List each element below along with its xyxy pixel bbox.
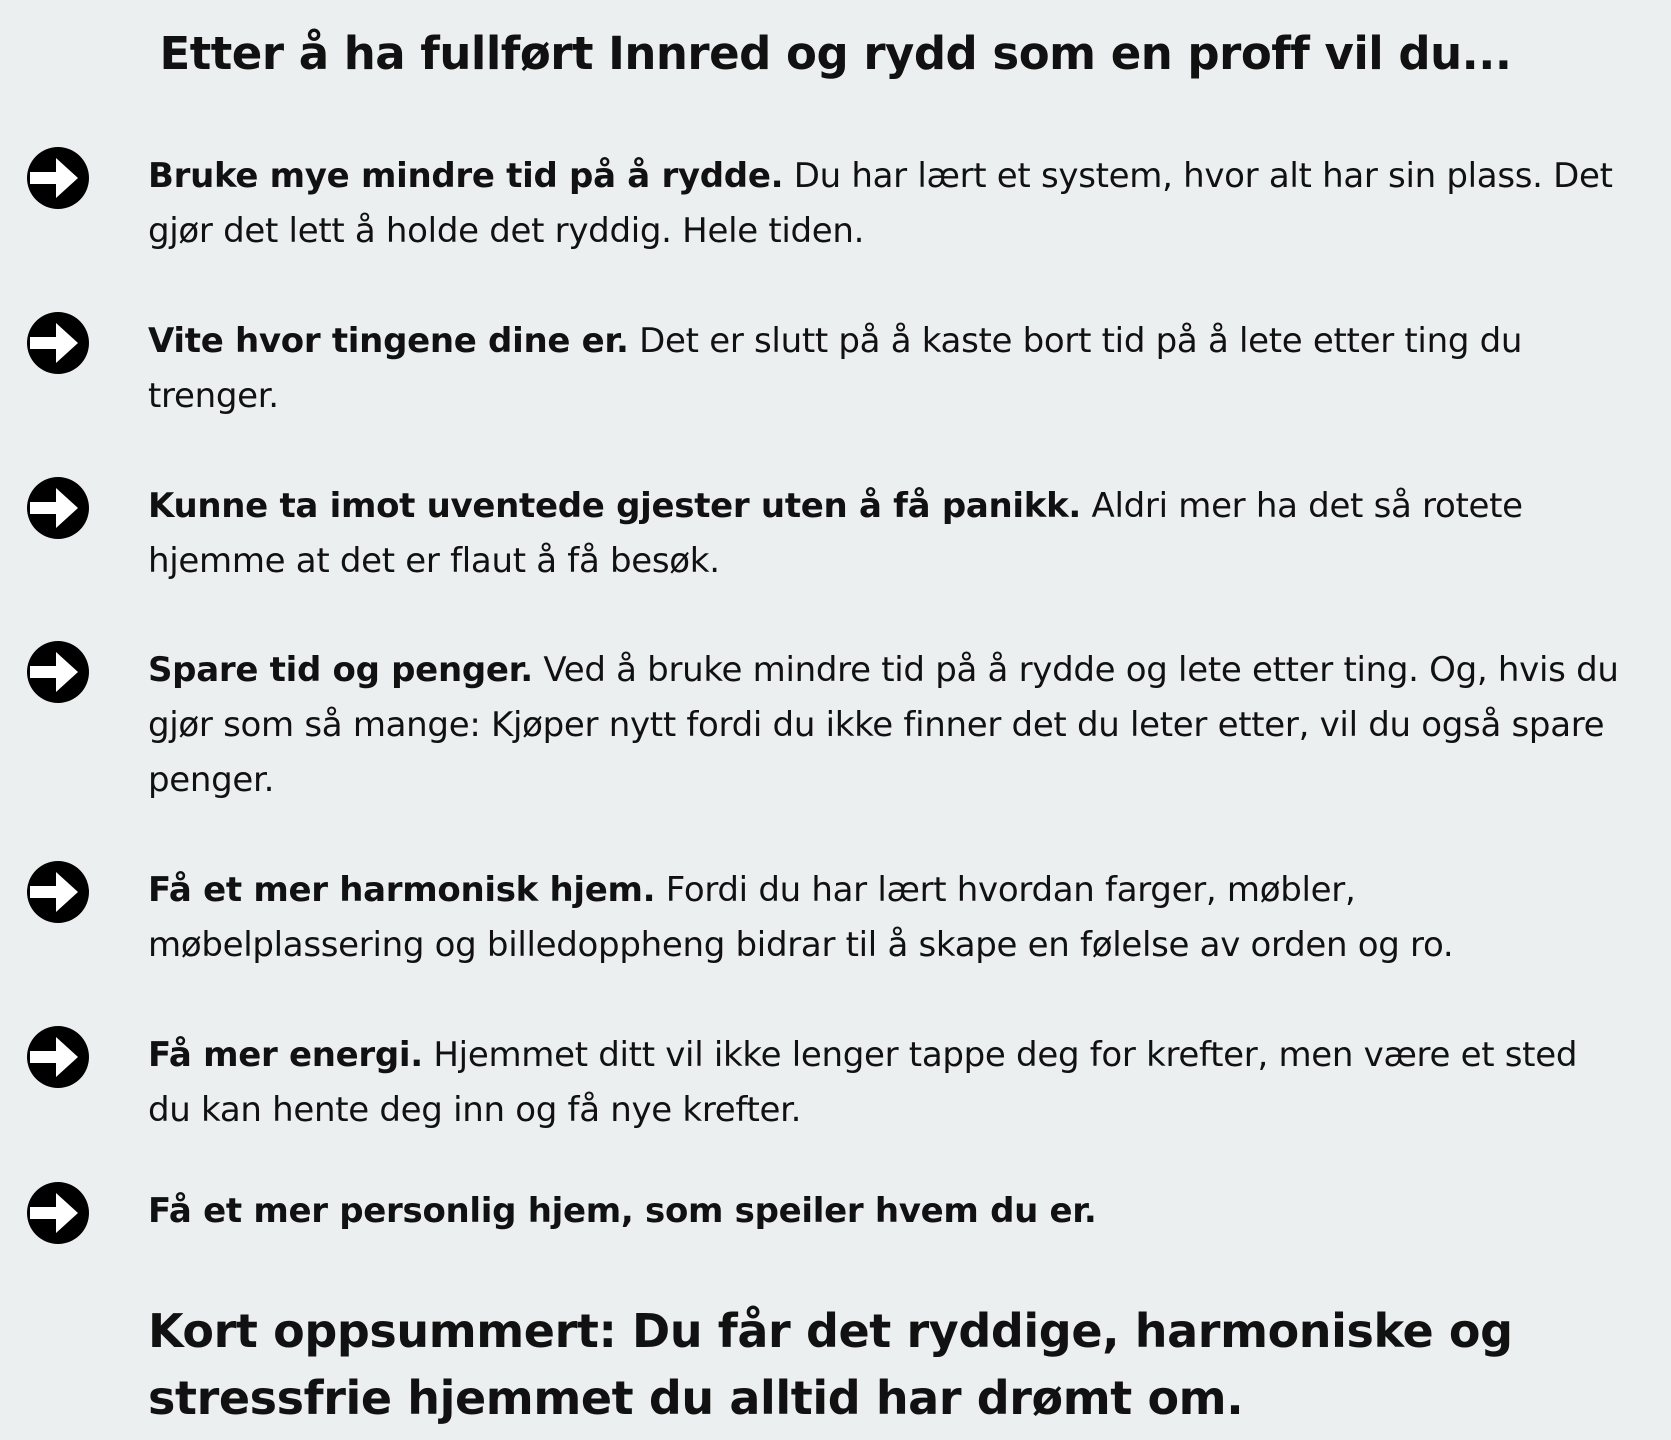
benefit-heading: Få et mer harmonisk hjem.	[148, 870, 656, 910]
benefit-text	[148, 149, 1628, 259]
benefit-heading: Få mer energi.	[148, 1035, 423, 1075]
arrow-right-circle-icon	[26, 1181, 90, 1245]
benefit-text	[148, 479, 1628, 589]
arrow-right-circle-icon	[26, 311, 90, 375]
benefit-text	[148, 314, 1628, 424]
benefit-text	[148, 643, 1628, 808]
benefit-body: Hjemmet ditt vil ikke lenger tappe deg for krefter, men være et sted du kan hente deg inn og få nye krefter.	[148, 1035, 1578, 1130]
benefit-text	[148, 1028, 1628, 1138]
benefit-body: Det er slutt på å kaste bort tid på å lete etter ting du trenger.	[148, 321, 1523, 416]
arrow-right-circle-icon	[26, 860, 90, 924]
benefit-text	[148, 1184, 1628, 1239]
benefit-text	[148, 863, 1628, 973]
benefit-heading: Kunne ta imot uventede gjester uten å få panikk.	[148, 486, 1082, 526]
benefit-heading: Spare tid og penger.	[148, 650, 533, 690]
arrow-right-circle-icon	[26, 146, 90, 210]
benefit-body: Du har lært et system, hvor alt har sin plass. Det gjør det lett å holde det ryddig. Hele tiden.	[148, 156, 1613, 251]
benefit-body: Aldri mer ha det så rotete hjemme at det er flaut å få besøk.	[148, 486, 1523, 581]
benefit-body: Ved å bruke mindre tid på å rydde og lete etter ting. Og, hvis du gjør som så mange: Kjøper nytt fordi du ikke finner det du leter etter, vil du også spare penger.	[148, 650, 1619, 800]
arrow-right-circle-icon	[26, 640, 90, 704]
benefit-body: Fordi du har lært hvordan farger, møbler, møbelplassering og billedoppheng bidrar til å skape en følelse av orden og ro.	[148, 870, 1454, 965]
benefit-heading: Vite hvor tingene dine er.	[148, 321, 629, 361]
arrow-right-circle-icon	[26, 1025, 90, 1089]
arrow-right-circle-icon	[26, 476, 90, 540]
summary-text: Kort oppsummert: Du får det ryddige, harmoniske og stressfrie hjemmet du alltid har drømt om.	[148, 1304, 1513, 1425]
benefit-heading: Få et mer personlig hjem, som speiler hvem du er.	[148, 1191, 1097, 1231]
benefit-heading: Bruke mye mindre tid på å rydde.	[148, 156, 784, 196]
page-title: Etter å ha fullført Innred og rydd som en proff vil du...	[159, 27, 1512, 80]
